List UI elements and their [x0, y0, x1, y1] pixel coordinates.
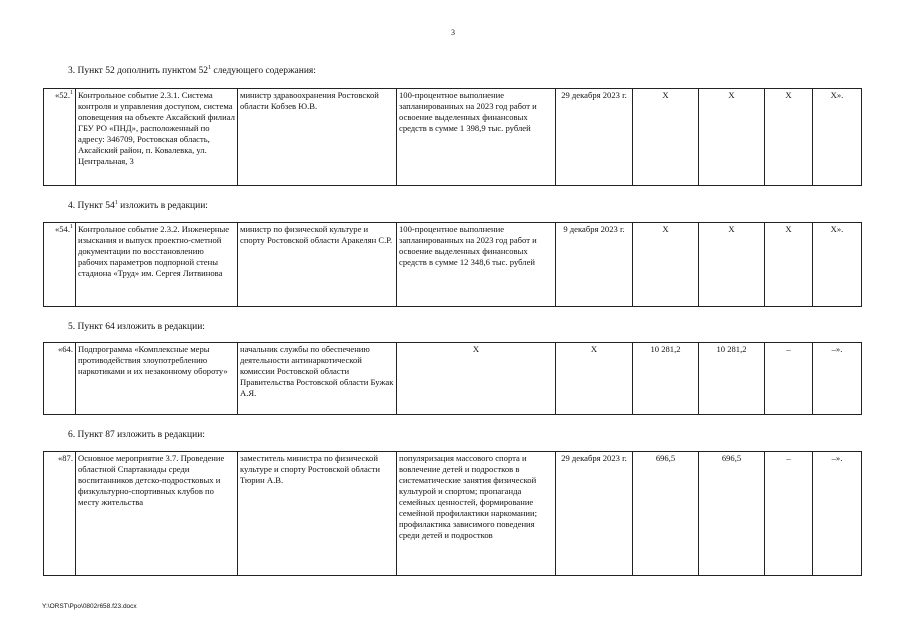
row-result: популяризация массового спорта и вовлечение детей и подростков в систематические занятия физической культурой и спортом; пропаганда семейных ценностей, формирование семейной профилактики наркомании; профилактика зависимого поведения среди детей и подростков: [397, 452, 556, 576]
table-row: [44, 223, 862, 307]
row-col-3: –: [765, 452, 813, 576]
row-name: Контрольное событие 2.3.1. Система контроля и управления доступом, система оповещения на объекте Аксайский филиал ГБУ РО «ПНД», расположенный по адресу: 346709, Ростовская область, Аксайский район, п. Ковалевка, ул. Центральная, 3: [76, 89, 238, 186]
row-responsible: министр здравоохранения Ростовской области Кобзев Ю.В.: [238, 89, 397, 186]
row-col-3: Х: [765, 89, 813, 186]
table-row: [44, 452, 862, 576]
section-title-52-1: 3. Пункт 52 дополнить пунктом $52^1$ следующего содержания:: [68, 64, 316, 76]
row-col-4: Х».: [813, 223, 862, 307]
row-result: Х: [397, 343, 556, 415]
table-row: [44, 343, 862, 415]
section-title-54-1: 4. Пункт $54^1$ изложить в редакции:: [68, 199, 208, 211]
amendment-table-54-1: [43, 222, 862, 307]
row-col-2: 696,5: [699, 452, 765, 576]
row-name: Контрольное событие 2.3.2. Инженерные изыскания и выпуск проектно-сметной документации по восстановлению рабочих параметров подпорной стены стадиона «Труд» им. Сергея Литвинова: [76, 223, 238, 307]
row-name: Подпрограмма «Комплексные меры противодействия злоупотреблению наркотиками и их незаконному обороту»: [76, 343, 238, 415]
row-col-2: Х: [699, 223, 765, 307]
row-date: Х: [556, 343, 633, 415]
amendment-table-64: [43, 342, 862, 415]
amendment-table-52-1: [43, 88, 862, 186]
row-responsible: министр по физической культуре и спорту Ростовской области Аракелян С.Р.: [238, 223, 397, 307]
row-col-2: 10 281,2: [699, 343, 765, 415]
row-date: 29 декабря 2023 г.: [556, 89, 633, 186]
row-number: «87.: [44, 452, 76, 576]
page-number: 3: [451, 28, 455, 37]
row-number: «52.$^1$: [44, 89, 76, 186]
section-title-64: 5. Пункт 64 изложить в редакции:: [68, 322, 205, 332]
row-result: 100-процентное выполнение запланированных на 2023 год работ и освоение выделенных финансовых средств в сумме 12 348,6 тыс. рублей: [397, 223, 556, 307]
row-col-4: Х».: [813, 89, 862, 186]
row-col-1: Х: [633, 223, 699, 307]
row-col-2: Х: [699, 89, 765, 186]
footer-file-path: Y:\ORST\Ppo\0802r658.f23.docx: [42, 603, 137, 610]
row-responsible: начальник службы по обеспечению деятельности антинаркотической комиссии Ростовской области Правительства Ростовской области Бужак А.Я.: [238, 343, 397, 415]
amendment-table-87: [43, 451, 862, 576]
row-col-1: 696,5: [633, 452, 699, 576]
row-col-4: –».: [813, 452, 862, 576]
row-col-3: –: [765, 343, 813, 415]
section-title-87: 6. Пункт 87 изложить в редакции:: [68, 430, 205, 440]
row-number: «54.$^1$: [44, 223, 76, 307]
row-number: «64.: [44, 343, 76, 415]
row-name: Основное мероприятие 3.7. Проведение областной Спартакиады среди воспитанников детско-подростковых и физкультурно-спортивных клубов по месту жительства: [76, 452, 238, 576]
row-col-3: Х: [765, 223, 813, 307]
table-row: [44, 89, 862, 186]
row-col-4: –».: [813, 343, 862, 415]
row-col-1: Х: [633, 89, 699, 186]
row-result: 100-процентное выполнение запланированных на 2023 год работ и освоение выделенных финансовых средств в сумме 1 398,9 тыс. рублей: [397, 89, 556, 186]
row-date: 9 декабря 2023 г.: [556, 223, 633, 307]
row-col-1: 10 281,2: [633, 343, 699, 415]
row-responsible: заместитель министра по физической культуре и спорту Ростовской области Тюрин А.В.: [238, 452, 397, 576]
row-date: 29 декабря 2023 г.: [556, 452, 633, 576]
